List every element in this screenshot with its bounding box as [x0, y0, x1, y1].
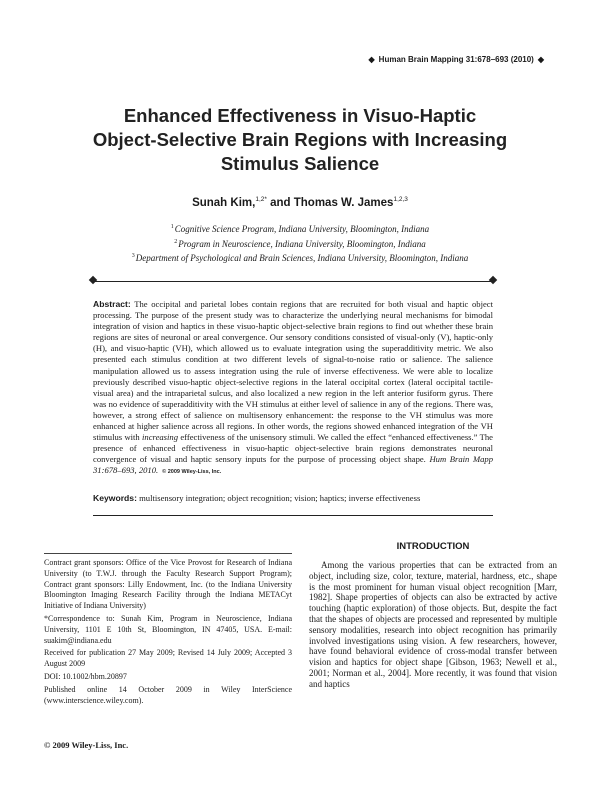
journal-citation: Human Brain Mapping 31:678–693 (2010) — [378, 55, 534, 64]
abstract-label: Abstract: — [93, 299, 131, 309]
affiliation-text: Cognitive Science Program, Indiana University, Bloomington, Indiana — [174, 224, 430, 234]
author-name: Thomas W. James — [293, 197, 394, 209]
abstract-citation: Hum Brain Mapp 31:678–693, 2010. — [93, 454, 493, 476]
title-line: Enhanced Effectiveness in Visuo-Haptic — [123, 105, 477, 126]
affiliation-text: Department of Psychological and Brain Sciences, Indiana University, Bloomington, Indiana — [135, 253, 469, 263]
footnote-correspondence: *Correspondence to: Sunah Kim, Program in Neuroscience, Indiana University, 1101 E 10th St, Bloomington, IN 47405, USA. E-mail: suakim@indiana.edu — [44, 613, 292, 645]
abstract-text: The occipital and parietal lobes contain regions that are recruited for both visual and haptic object processing. The purpose of the present study was to characterize the underlying neural mechanisms for bimodal integration of vision and haptics in these visuo-haptic object-selective brain regions to find out whether these brain regions are sites of neuronal or areal convergence. Our sensory conditions consisted of visual-only (V), haptic-only (H), and visuo-haptic (VH), which allowed us to evaluate integration using the superadditivity metric. We also presented each stimulus condition at two different levels of signal-to-noise ratio or salience. The salience manipulation allowed us to assess integration using the rule of inverse effectiveness. We were able to localize previously described visuo-haptic object-selective regions in the lateral occipital cortex (lateral occipital tactile-visual area) and the intraparietal sulcus, and also localized a new region in the left anterior fusiform gyrus. There was no evidence of superadditivity with the VH stimulus at either level of salience in any of the regions. There was, however, a strong effect of salience on multisensory enhancement: the response to the VH stimulus was more enhanced at higher salience across all regions. In other words, the regions showed enhanced integration of the VH stimulus with — [93, 299, 493, 443]
diamond-icon — [489, 276, 497, 284]
footnote-received: Received for publication 27 May 2009; Revised 14 July 2009; Accepted 3 August 2009 — [44, 648, 292, 669]
section-divider — [93, 515, 493, 516]
author-name: Sunah Kim, — [192, 197, 256, 209]
section-heading: INTRODUCTION — [396, 541, 470, 552]
author-affil-marks: 1,2,3 — [393, 196, 408, 203]
footnote-published: Published online 14 October 2009 in Wiley InterScience (www.interscience.wiley.com). — [44, 684, 292, 705]
affiliation-number: 2 — [174, 238, 178, 245]
author-conjunction: and — [266, 197, 294, 209]
footnote-divider — [44, 553, 292, 554]
author-list — [0, 196, 600, 209]
diamond-icon — [89, 276, 97, 284]
title-line: Stimulus Salience — [220, 153, 380, 174]
affiliation-text: Program in Neuroscience, Indiana University, Bloomington, Indiana — [178, 238, 426, 249]
abstract — [93, 299, 493, 479]
abstract-copyright: © 2009 Wiley-Liss, Inc. — [162, 469, 222, 476]
diamond-icon: ◆ — [537, 55, 544, 64]
page-copyright: © 2009 Wiley-Liss, Inc. — [44, 740, 129, 750]
affiliation-line — [0, 221, 600, 236]
affiliation-line — [0, 250, 600, 265]
keywords-label: Keywords: — [93, 493, 137, 503]
abstract-emphasis: increasing — [142, 432, 179, 443]
author-affil-marks: 1,2* — [255, 196, 267, 203]
footnote-grant: Contract grant sponsors: Office of the Vice Provost for Research of Indiana University (to T.W.J. through the Faculty Research Support Program); Contract grant sponsors: Lilly Endowment, Inc. (to the Indiana University Bloomington Imaging Research Facility through the Indiana METACyt Initiative of Indiana University) — [44, 558, 292, 611]
introduction-text: Among the various properties that can be extracted from an object, including size, color, texture, material, hardness, etc., shape is the most prominent for human visual object recognition [Marr, 1982]. Shape properties of objects can also be extracted by active touching (haptic exploration) of those objects. But, despite the fact that the shapes of objects are processed and represented by multiple sensory modalities, research into object recognition has primarily involved investigations using vision. A few researchers, however, have found behavioral evidence of cross-modal transfer between vision and haptics for object shape [Gibson, 1963; Newell et al., 2001; Norman et al., 2004]. More recently, it was found that vision and haptics — [309, 560, 557, 689]
footnotes — [44, 558, 292, 708]
keywords-text: multisensory integration; object recognition; vision; haptics; inverse effectiveness — [139, 493, 421, 503]
affiliation-line — [0, 236, 600, 251]
footnote-doi: DOI: 10.1002/hbm.20897 — [44, 671, 127, 681]
section-divider — [93, 281, 493, 282]
article-title — [80, 104, 520, 176]
affiliations — [0, 221, 600, 265]
affiliation-number: 1 — [170, 224, 174, 230]
keywords — [93, 493, 493, 504]
journal-header — [365, 55, 548, 64]
abstract-text-continued: effectiveness of the unisensory stimuli. We called the effect “enhanced effectiveness.” The presence of enhanced effectiveness in visuo-haptic object-selective brain regions demonstrates neuronal convergence of visual and haptic sensory inputs for the purpose of processing object shape. — [93, 432, 493, 465]
diamond-icon: ◆ — [368, 55, 375, 64]
title-line: Object-Selective Brain Regions with Increasing — [92, 129, 508, 150]
affiliation-number: 3 — [131, 253, 135, 259]
